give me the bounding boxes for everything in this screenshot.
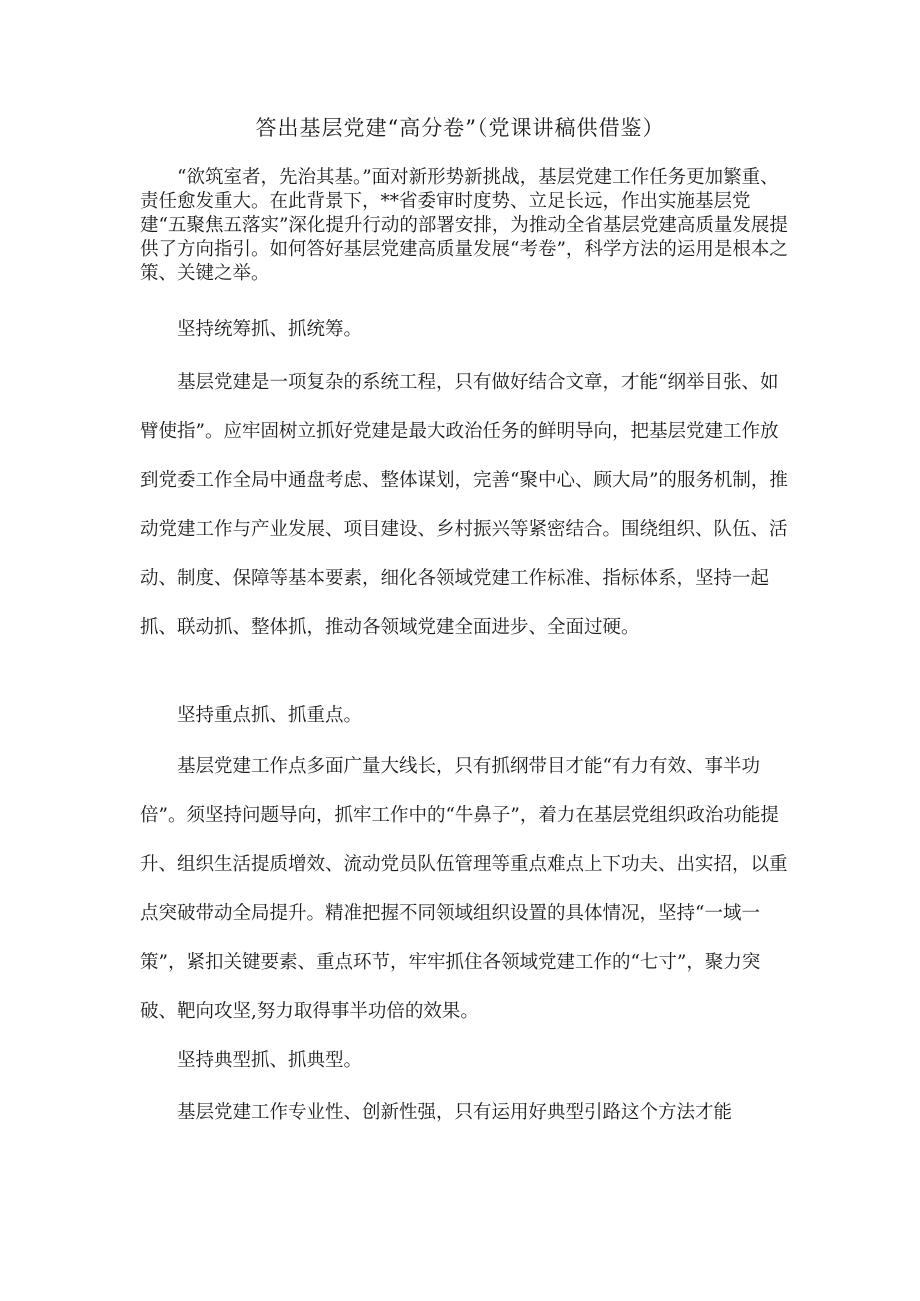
section-paragraph-overall: 基层党建是一项复杂的系统工程，只有做好结合文章，才能“纲举目张、如臂使指”。应牢固树立抓好党建是最大政治任务的鲜明导向，把基层党建工作放到党委工作全局中通盘考虑、整体谋划，完善“聚中心、顾大局”的服务机制，推动党建工作与产业发展、项目建设、乡村振兴等紧密结合。围绕组织、队伍、活动、制度、保障等基本要素，细化各领域党建工作标准、指标体系，坚持一起抓、联动抓、整体抓，推动各领域党建全面进步、全面过硬。 [140, 372, 788, 638]
section-paragraph-key-points: 基层党建工作点多面广量大线长，只有抓纲带目才能“有力有效、事半功倍”。须坚持问题导向，抓牢工作中的“牛鼻子”，着力在基层党组织政治功能提升、组织生活提质增效、流动党员队伍管理等重点难点上下功夫、出实招，以重点突破带动全局提升。精准把握不同领域组织设置的具体情况，坚持“一域一策”，紧扣关键要素、重点环节，牢牢抓住各领域党建工作的“七寸”，聚力突破、靶向攻坚,努力取得事半功倍的效果。 [140, 756, 788, 1022]
section-heading-key-points: 坚持重点抓、抓重点。 [177, 705, 363, 726]
section-paragraph-typical-cases: 基层党建工作专业性、创新性强，只有运用好典型引路这个方法才能 [177, 1102, 733, 1123]
section-heading-typical-cases: 坚持典型抓、抓典型。 [177, 1050, 363, 1071]
intro-paragraph: “欲筑室者，先治其基。”面对新形势新挑战，基层党建工作任务更加繁重、责任愈发重大。在此背景下，**省委审时度势、立足长远，作出实施基层党建“五聚焦五落实”深化提升行动的部署安排，为推动全省基层党建高质量发展提供了方向指引。如何答好基层党建高质量发展“考卷”，科学方法的运用是根本之策、关键之举。 [140, 167, 788, 284]
document-title: 答出基层党建“高分卷”（党课讲稿供借鉴） [255, 116, 665, 140]
section-heading-overall: 坚持统筹抓、抓统筹。 [177, 319, 363, 340]
